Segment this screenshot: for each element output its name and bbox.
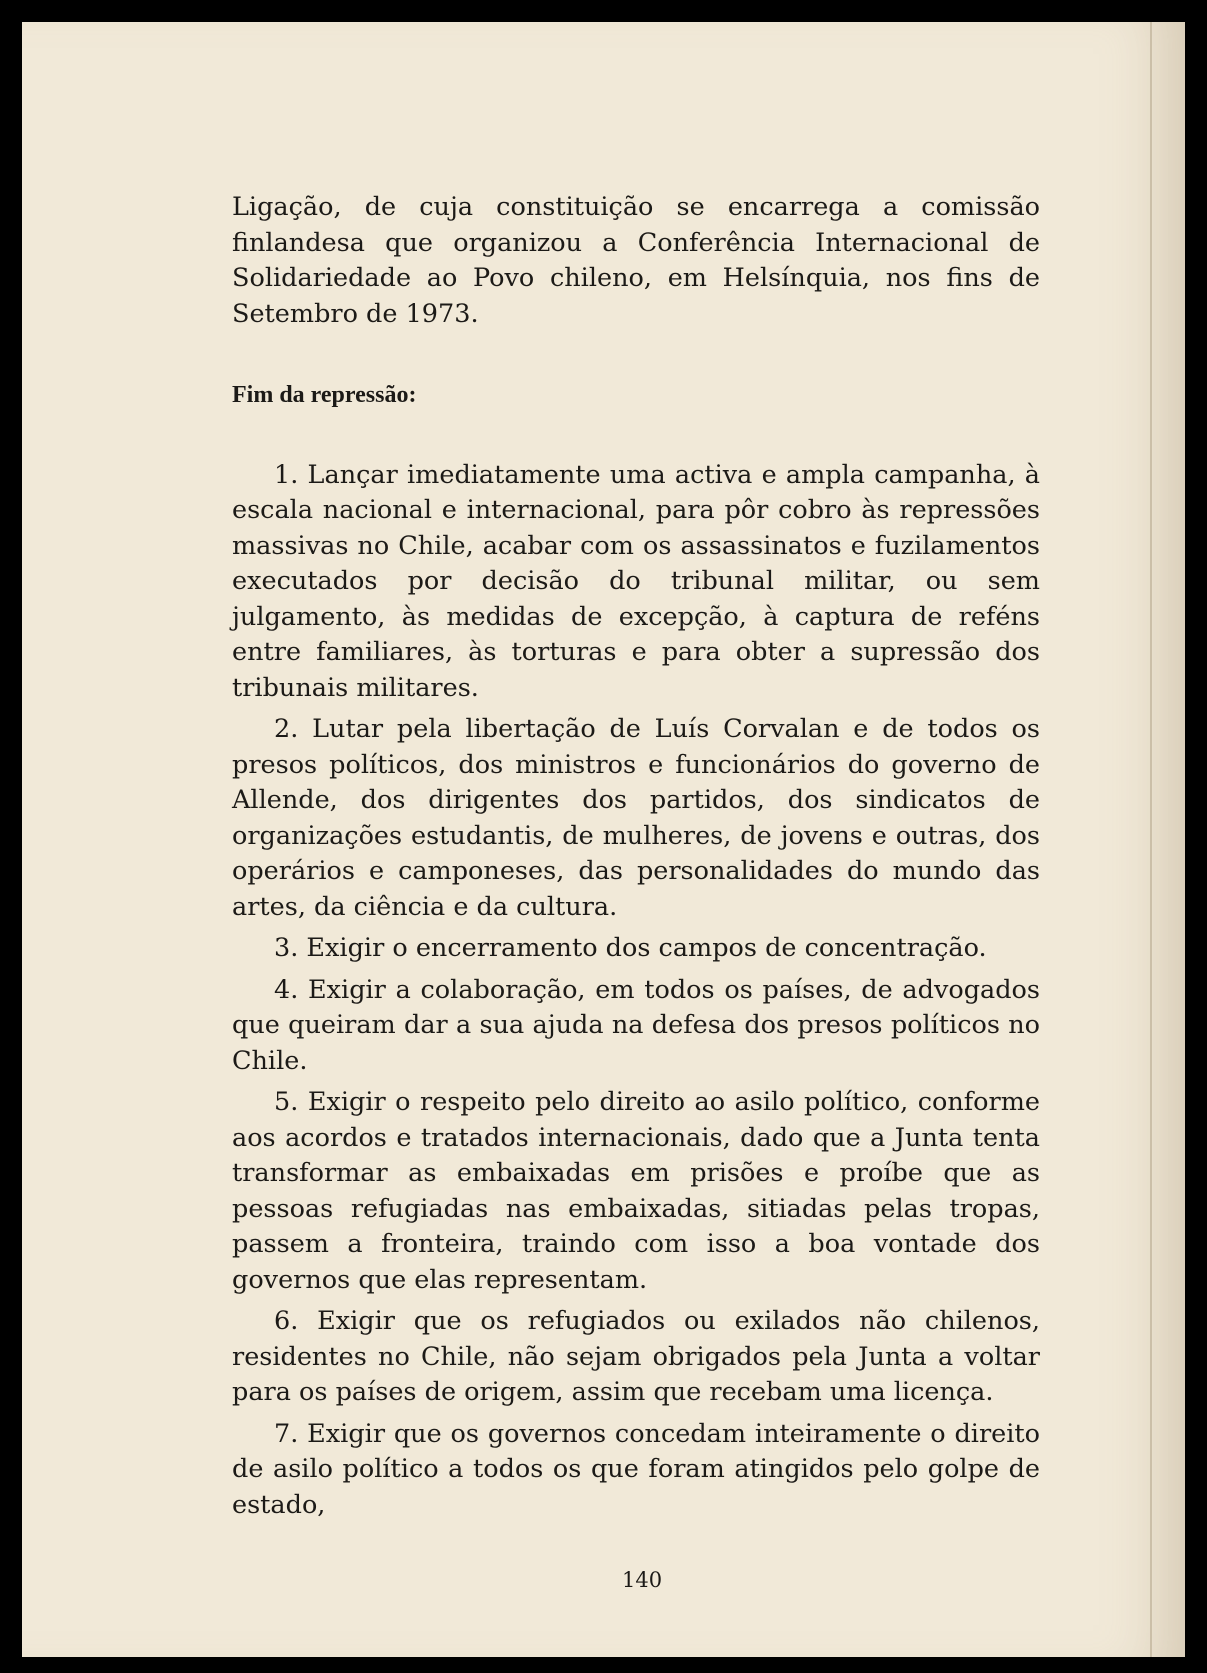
list-item: 6. Exigir que os refugiados ou exilados não chilenos, residentes no Chile, não sejam obrigados pela Junta a voltar para os países de origem, assim que recebam uma licença. bbox=[232, 1306, 1040, 1407]
list-item: 2. Lutar pela libertação de Luís Corvalan e de todos os presos políticos, dos ministros e funcionários do governo de Allende, dos dirigentes dos partidos, dos sindicatos de organizações estudantis, de mulheres, de jovens e outras, dos operários e camponeses, das personalidades do mundo das artes, da ciência e da cultura. bbox=[232, 714, 1040, 922]
list-item: 7. Exigir que os governos concedam inteiramente o direito de asilo político a todos os que foram atingidos pelo golpe de estado, bbox=[232, 1418, 1040, 1520]
page-number: 140 bbox=[622, 1568, 663, 1592]
section-heading: Fim da repressão: bbox=[232, 382, 417, 408]
body-text bbox=[232, 190, 1040, 1525]
intro-paragraph: Ligação, de cuja constituição se encarrega a comissão finlandesa que organizou a Conferência Internacional de Solidariedade ao Povo chileno, em Helsínquia, nos fins de Setembro de 1973. bbox=[232, 192, 1040, 329]
list-item: 3. Exigir o encerramento dos campos de concentração. bbox=[274, 933, 987, 963]
list-item: 1. Lançar imediatamente uma activa e ampla campanha, à escala nacional e internacional, para pôr cobro às repressões massivas no Chile, acabar com os assassinatos e fuzilamentos executados por decisão do tribunal militar, ou sem julgamento, às medidas de excepção, à captura de reféns entre familiares, às torturas e para obter a supressão dos tribunais militares. bbox=[232, 459, 1040, 703]
list-item: 4. Exigir a colaboração, em todos os países, de advogados que queiram dar a sua ajuda na defesa dos presos políticos no Chile. bbox=[232, 974, 1040, 1076]
page-edge bbox=[1150, 22, 1152, 1657]
list-item: 5. Exigir o respeito pelo direito ao asilo político, conforme aos acordos e tratados internacionais, dado que a Junta tenta transformar as embaixadas em prisões e proíbe que as pessoas refugiadas nas embaixadas, sitiadas pelas tropas, passem a fronteira, traindo com isso a boa vontade dos governos que elas representam. bbox=[232, 1087, 1040, 1295]
